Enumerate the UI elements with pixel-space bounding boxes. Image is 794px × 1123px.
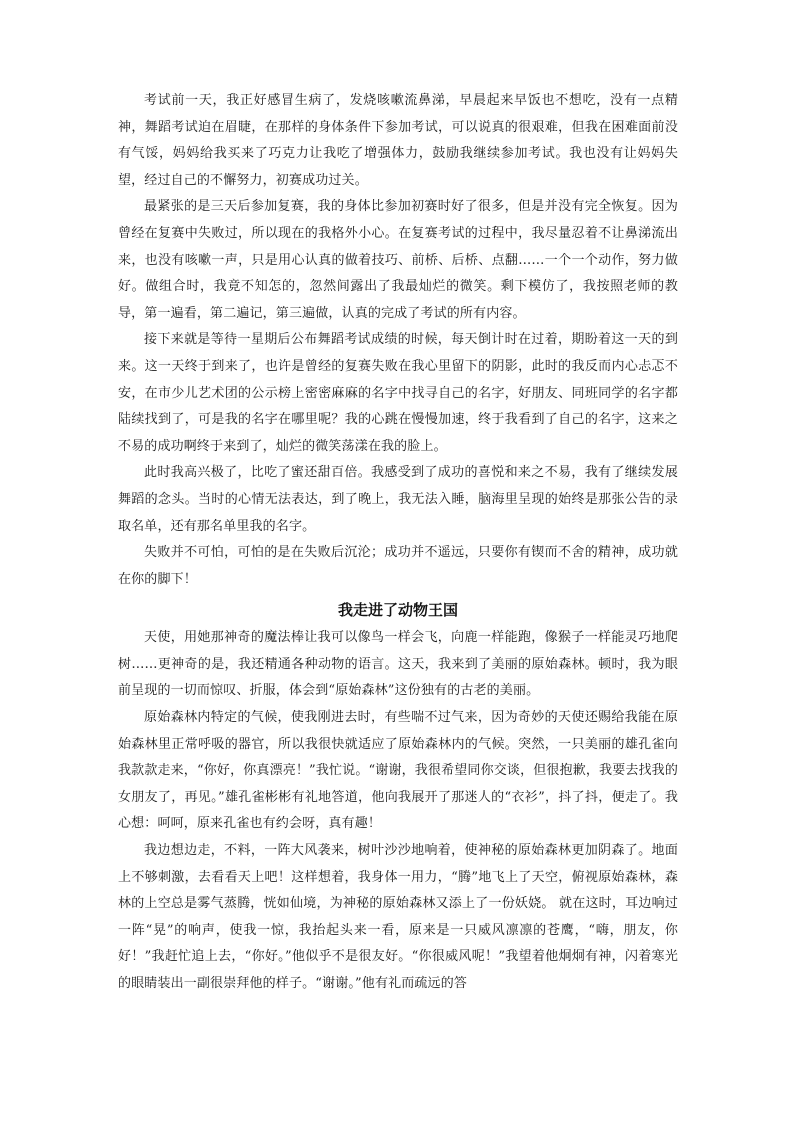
essay1-paragraph-4: 此时我高兴极了，比吃了蜜还甜百倍。我感受到了成功的喜悦和来之不易，我有了继续发展舞蹈的念头。当时的心情无法表达，到了晚上，我无法入睡，脑海里呈现的始终是那张公告的录取名单，还有那名单里我的名字。 — [118, 465, 678, 534]
essay1-paragraph-1: 考试前一天，我正好感冒生病了，发烧咳嗽流鼻涕，早晨起来早饭也不想吃，没有一点精神，舞蹈考试迫在眉睫，在那样的身体条件下参加考试，可以说真的很艰难，但我在困难面前没有气馁，妈妈给我买来了巧克力让我吃了增强体力，鼓励我继续参加考试。我也没有让妈妈失望，经过自己的不懈努力，初赛成功过关。 — [118, 93, 678, 188]
essay2-title: 我走进了动物王国 — [337, 601, 458, 620]
document-page — [118, 88, 678, 998]
essay2-paragraph-1: 天使，用她那神奇的魔法棒让我可以像鸟一样会飞，向鹿一样能跑，像猴子一样能灵巧地爬树……更神奇的是，我还精通各种动物的语言。这天，我来到了美丽的原始森林。顿时，我为眼前呈现的一切而惊叹、折服，体会到“原始森林”这份独有的古老的美丽。 — [118, 630, 678, 699]
essay2-paragraph-3: 我边想边走，不料，一阵大风袭来，树叶沙沙地响着，使神秘的原始森林更加阴森了。地面上不够刺激，去看看天上吧！这样想着，我身体一用力，“腾”地飞上了天空，俯视原始森林，森林的上空总是雾气蒸腾，恍如仙境，为神秘的原始森林又添上了一份妖娆。 就在这时，耳边响过一阵“晃”的响声，使我一惊，我抬起头来一看，原来是一只威风凛凛的苍鹰，“嗨，朋友，你好！”我赶忙追上去，“你好。”他似乎不是很友好。“你很威风呢！”我望着他炯炯有神，闪着寒光的眼睛装出一副很崇拜他的样子。“谢谢。”他有礼而疏远的答 — [118, 843, 678, 991]
essay1-paragraph-2: 最紧张的是三天后参加复赛，我的身体比参加初赛时好了很多，但是并没有完全恢复。因为曾经在复赛中失败过，所以现在的我格外小心。在复赛考试的过程中，我尽量忍着不让鼻涕流出来，也没有咳嗽一声，只是用心认真的做着技巧、前桥、后桥、点翻……一个一个动作，努力做好。做组合时，我竟不知怎的，忽然间露出了我最灿烂的微笑。剩下模仿了，我按照老师的教导，第一遍看，第二遍记，第三遍做，认真的完成了考试的所有内容。 — [118, 199, 678, 321]
essay2-paragraph-2: 原始森林内特定的气候，使我刚进去时，有些喘不过气来，因为奇妙的天使还赐给我能在原始森林里正常呼吸的器官，所以我很快就适应了原始森林内的气候。突然，一只美丽的雄孔雀向我款款走来，“你好，你真漂亮！”我忙说。“谢谢，我很希望同你交谈，但很抱歉，我要去找我的女朋友了，再见。”雄孔雀彬彬有礼地答道，他向我展开了那迷人的“衣衫”，抖了抖，便走了。我心想：呵呵，原来孔雀也有约会呀，真有趣！ — [118, 710, 678, 832]
essay1-paragraph-3: 接下来就是等待一星期后公布舞蹈考试成绩的时候，每天倒计时在过着，期盼着这一天的到来。这一天终于到来了，也许是曾经的复赛失败在我心里留下的阴影，此时的我反而内心忐忑不安，在市少儿艺术团的公示榜上密密麻麻的名字中找寻自己的名字，好朋友、同班同学的名字都陆续找到了，可是我的名字在哪里呢？我的心跳在慢慢加速，终于我看到了自己的名字，这来之不易的成功啊终于来到了，灿烂的微笑荡漾在我的脸上。 — [118, 332, 678, 454]
essay1-paragraph-5: 失败并不可怕，可怕的是在失败后沉沦；成功并不遥远，只要你有锲而不舍的精神，成功就在你的脚下！ — [118, 545, 678, 587]
